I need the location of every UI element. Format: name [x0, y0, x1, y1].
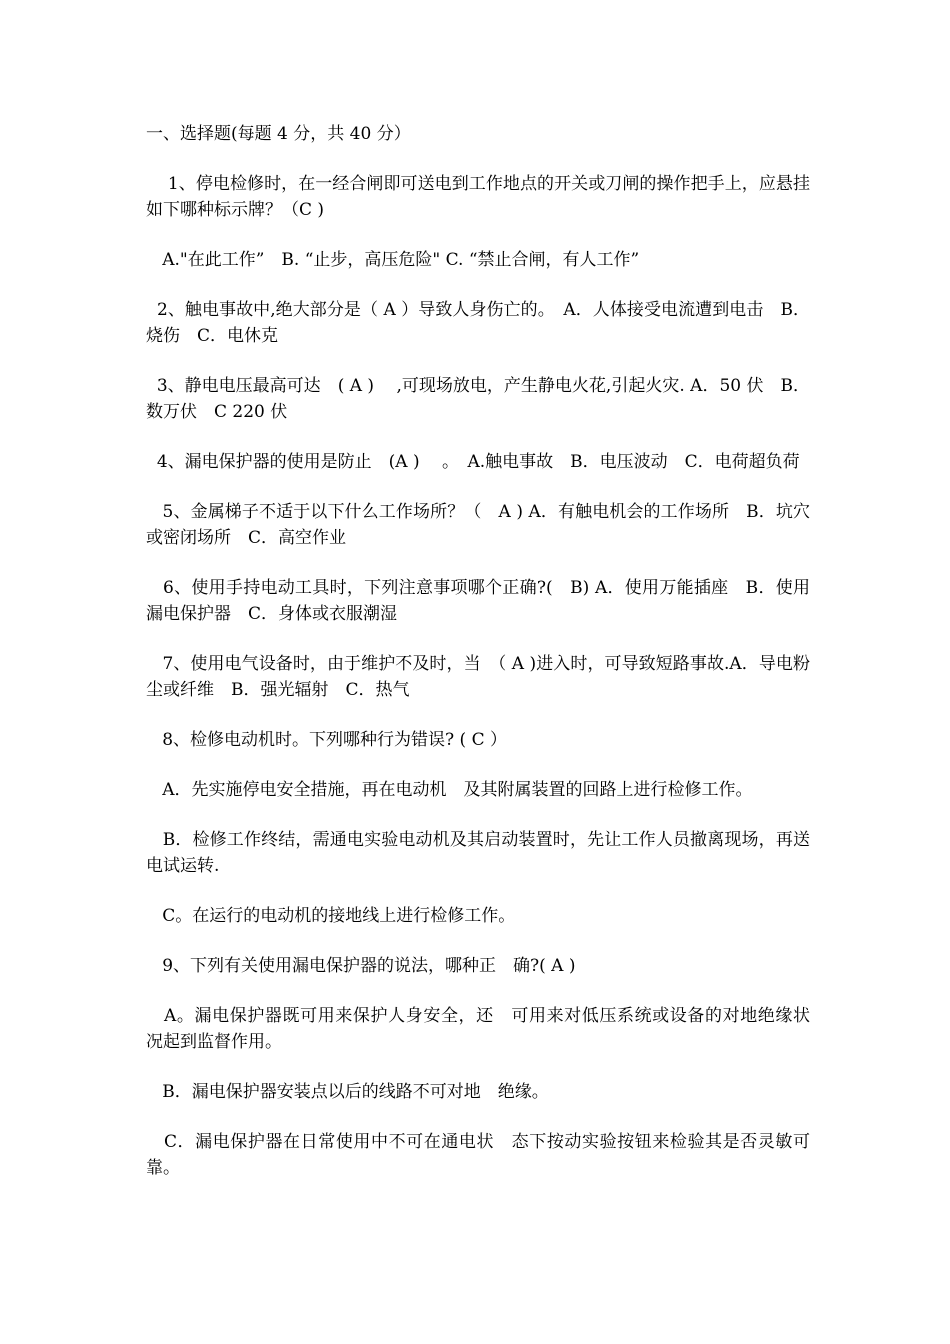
question-7: 7、使用电气设备时，由于维护不及时，当 （ A )进入时，可导致短路事故.A．导电粉尘或纤维 B．强光辐射 C．热气 [146, 654, 810, 700]
section-title: 一、选择题(每题 4 分，共 40 分） [146, 124, 411, 144]
question-8-option-b: B．检修工作终结，需通电实验电动机及其启动装置时，先让工作人员撤离现场，再送电试运转. [146, 830, 810, 876]
question-3: 3、静电电压最高可达 ( A ) ,可现场放电，产生静电火花,引起火灾. A．50 伏 B．数万伏 C 220 伏 [146, 376, 810, 422]
question-2: 2、触电事故中,绝大部分是（ A ）导致人身伤亡的。 A．人体接受电流遭到电击 B．烧伤 C．电休克 [146, 300, 810, 346]
question-4: 4、漏电保护器的使用是防止 (A ) 。 A.触电事故 B．电压波动 C．电荷超负荷 [146, 452, 800, 472]
question-8-option-a: A．先实施停电安全措施，再在电动机 及其附属装置的回路上进行检修工作。 [146, 780, 753, 800]
question-9-option-b: B．漏电保护器安装点以后的线路不可对地 绝缘。 [146, 1082, 549, 1102]
question-8-option-c: C。在运行的电动机的接地线上进行检修工作。 [146, 906, 516, 926]
question-9-option-c: C．漏电保护器在日常使用中不可在通电状 态下按动实验按钮来检验其是否灵敏可靠。 [146, 1132, 810, 1178]
question-9: 9、下列有关使用漏电保护器的说法，哪种正 确?( A ) [146, 956, 576, 976]
question-5: 5、金属梯子不适于以下什么工作场所？（ A ) A．有触电机会的工作场所 B．坑穴或密闭场所 C．高空作业 [146, 502, 810, 548]
question-8: 8、检修电动机时。下列哪种行为错误? ( C ） [146, 730, 507, 750]
text-column [146, 121, 827, 1205]
question-6: 6、使用手持电动工具时，下列注意事项哪个正确?( B) A．使用万能插座 B．使用漏电保护器 C．身体或衣服潮湿 [146, 578, 810, 624]
question-1: 1、停电检修时，在一经合闸即可送电到工作地点的开关或刀闸的操作把手上，应悬挂如下哪种标示牌？（C ) [146, 174, 810, 220]
question-1-options: A."在此工作” B. “止步，高压危险" C. “禁止合闸，有人工作” [146, 250, 640, 270]
question-9-option-a: A。漏电保护器既可用来保护人身安全，还 可用来对低压系统或设备的对地绝缘状 况起到监督作用。 [146, 1006, 827, 1052]
